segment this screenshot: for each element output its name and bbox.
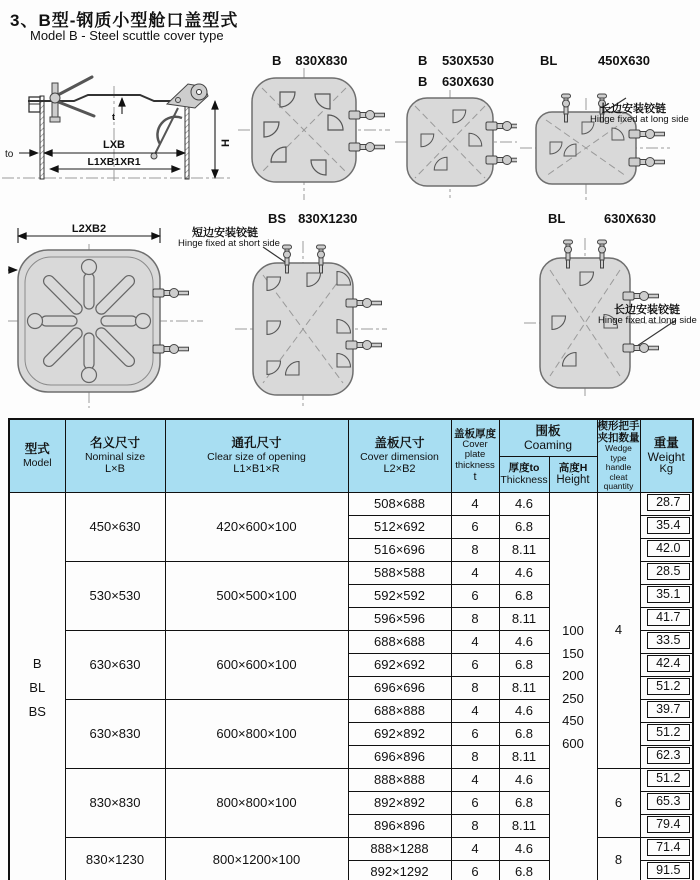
header-coaming-height: 高度H Height — [549, 456, 597, 492]
handle-mechanism — [29, 77, 94, 122]
callout-hinge-long-side-en: Hinge fixed at long side — [590, 114, 689, 125]
cover-dim-cell: 888×888 — [348, 768, 451, 791]
coaming-thickness-cell: 6.8 — [499, 653, 549, 676]
thickness-cell: 4 — [451, 699, 499, 722]
cover-drawing-b-530x530 — [395, 90, 517, 202]
weight-cell: 42.4 — [640, 653, 693, 676]
dim-lxb-label: LXB — [103, 139, 125, 151]
thickness-cell: 4 — [451, 837, 499, 860]
cover-dim-cell: 688×888 — [348, 699, 451, 722]
cover-dim-cell: 696×696 — [348, 676, 451, 699]
header-cover-dimension: 盖板尺寸 Cover dimension L2×B2 — [348, 419, 451, 492]
weight-cell: 51.2 — [640, 676, 693, 699]
label-b-530x530: B 530X530 — [418, 53, 494, 68]
header-coaming-thickness: 厚度to Thickness — [499, 456, 549, 492]
header-coaming: 围板 Coaming — [499, 419, 597, 456]
nominal-size-cell: 450×630 — [65, 492, 165, 561]
cleat-icon — [349, 143, 385, 152]
weight-cell: 39.7 — [640, 699, 693, 722]
cleat-qty-cell: 8 — [597, 837, 640, 880]
weight-cell: 79.4 — [640, 814, 693, 837]
nominal-size-cell: 830×830 — [65, 768, 165, 837]
cover-dim-cell: 588×588 — [348, 561, 451, 584]
callout-hinge-long-side2-en: Hinge fixed at long side — [598, 315, 697, 326]
thickness-cell: 6 — [451, 860, 499, 880]
cover-drawing-bs-830x1230 — [235, 233, 387, 411]
coaming-thickness-cell: 6.8 — [499, 584, 549, 607]
cover-dim-cell: 688×688 — [348, 630, 451, 653]
thickness-cell: 8 — [451, 814, 499, 837]
weight-cell: 41.7 — [640, 607, 693, 630]
cover-dim-cell: 512×692 — [348, 515, 451, 538]
page-title: 3、B型-钢质小型舱口盖型式 — [10, 11, 239, 30]
weight-cell: 62.3 — [640, 745, 693, 768]
header-weight: 重量 Weight Kg — [640, 419, 693, 492]
cleat-icon — [346, 341, 382, 350]
callout-hinge-long-side-cn: 长边安装铰链 — [600, 103, 666, 115]
thickness-cell: 4 — [451, 630, 499, 653]
label-bl-450x630: BL 450X630 — [540, 53, 650, 68]
callout-hinge-short-side-en: Hinge fixed at short side — [178, 238, 280, 249]
callout-hinge-short-side-cn: 短边安装铰链 — [192, 227, 258, 239]
coaming-height-cell: 100 150 200 250 450 600 — [549, 492, 597, 880]
cover-drawing-l2xb2 — [8, 222, 203, 412]
cleat-qty-cell: 4 — [597, 492, 640, 768]
coaming-thickness-cell: 6.8 — [499, 860, 549, 880]
coaming-thickness-cell: 6.8 — [499, 722, 549, 745]
cleat-icon — [153, 345, 189, 354]
cover-dim-cell: 596×596 — [348, 607, 451, 630]
coaming-thickness-cell: 4.6 — [499, 630, 549, 653]
nominal-size-cell: 530×530 — [65, 561, 165, 630]
coaming-thickness-cell: 8.11 — [499, 676, 549, 699]
label-b-830x830: B 830X830 — [272, 53, 348, 68]
clear-size-cell: 800×800×100 — [165, 768, 348, 837]
cover-dim-cell: 692×692 — [348, 653, 451, 676]
weight-cell: 91.5 — [640, 860, 693, 880]
cover-dim-cell: 892×1292 — [348, 860, 451, 880]
cleat-icon — [629, 130, 665, 139]
thickness-cell: 4 — [451, 768, 499, 791]
nominal-size-cell: 630×830 — [65, 699, 165, 768]
nominal-size-cell: 830×1230 — [65, 837, 165, 880]
cover-dim-cell: 696×896 — [348, 745, 451, 768]
dim-to-label: to — [5, 149, 14, 160]
weight-cell: 28.5 — [640, 561, 693, 584]
coaming-thickness-cell: 8.11 — [499, 814, 549, 837]
thickness-cell: 4 — [451, 561, 499, 584]
weight-cell: 33.5 — [640, 630, 693, 653]
weight-cell: 35.4 — [640, 515, 693, 538]
thickness-cell: 4 — [451, 492, 499, 515]
cleat-icon — [346, 299, 382, 308]
cleat-icon — [623, 344, 659, 353]
coaming-thickness-cell: 8.11 — [499, 607, 549, 630]
cleat-icon — [486, 122, 517, 131]
cleat-icon — [349, 111, 385, 120]
thickness-cell: 8 — [451, 538, 499, 561]
cleat-qty-cell: 6 — [597, 768, 640, 837]
clear-size-cell: 420×600×100 — [165, 492, 348, 561]
coaming-thickness-cell: 6.8 — [499, 515, 549, 538]
weight-cell: 51.2 — [640, 722, 693, 745]
thickness-cell: 8 — [451, 607, 499, 630]
clear-size-cell: 800×1200×100 — [165, 837, 348, 880]
weight-cell: 28.7 — [640, 492, 693, 515]
dim-h-label: H — [220, 139, 232, 147]
coaming-thickness-cell: 8.11 — [499, 538, 549, 561]
cover-dim-cell: 896×896 — [348, 814, 451, 837]
cover-dim-cell: 892×892 — [348, 791, 451, 814]
coaming-thickness-cell: 4.6 — [499, 492, 549, 515]
right-coaming-wall — [185, 102, 189, 179]
thickness-cell: 6 — [451, 515, 499, 538]
label-bs-830x1230: BS 830X1230 — [268, 211, 358, 226]
clear-size-cell: 600×800×100 — [165, 699, 348, 768]
thickness-cell: 6 — [451, 791, 499, 814]
nominal-size-cell: 630×630 — [65, 630, 165, 699]
thickness-cell: 6 — [451, 722, 499, 745]
header-plate-thickness: 盖板厚度 Cover plate thickness t — [451, 419, 499, 492]
thickness-cell: 6 — [451, 653, 499, 676]
thickness-cell: 8 — [451, 745, 499, 768]
thickness-cell: 8 — [451, 676, 499, 699]
model-cell: B BL BS — [9, 492, 65, 880]
weight-cell: 71.4 — [640, 837, 693, 860]
cover-dim-cell: 516×696 — [348, 538, 451, 561]
cleat-icon — [623, 292, 659, 301]
coaming-thickness-cell: 4.6 — [499, 561, 549, 584]
clear-size-cell: 600×600×100 — [165, 630, 348, 699]
header-nominal-size: 名义尺寸 Nominal size L×B — [65, 419, 165, 492]
dim-t-label: t — [112, 112, 115, 122]
page-subtitle: Model B - Steel scuttle cover type — [30, 28, 224, 43]
coaming-thickness-cell: 4.6 — [499, 837, 549, 860]
side-view-drawing — [2, 56, 232, 206]
header-model: 型式 Model — [9, 419, 65, 492]
coaming-thickness-cell: 4.6 — [499, 768, 549, 791]
header-clear-size: 通孔尺寸 Clear size of opening L1×B1×R — [165, 419, 348, 492]
cover-drawing-b-830x830 — [238, 68, 390, 208]
cover-dim-cell: 692×892 — [348, 722, 451, 745]
cleat-icon — [486, 156, 517, 165]
callout-leader — [263, 247, 285, 262]
coaming-thickness-cell: 4.6 — [499, 699, 549, 722]
header-cleat-quantity: 楔形把手夹扣数量 Wedge type handle cleat quantity — [597, 420, 640, 491]
clear-size-cell: 500×500×100 — [165, 561, 348, 630]
cover-dim-cell: 888×1288 — [348, 837, 451, 860]
cleat-icon — [153, 289, 189, 298]
label-b-630x630: B 630X630 — [418, 74, 494, 89]
cleat-icon — [629, 158, 665, 167]
callout-hinge-long-side2-cn: 长边安装铰链 — [614, 304, 680, 316]
table-row — [9, 492, 693, 515]
hinge-mechanism — [151, 84, 208, 159]
weight-cell: 51.2 — [640, 768, 693, 791]
spec-table — [8, 418, 694, 880]
cover-dim-cell: 508×688 — [348, 492, 451, 515]
label-bl-630x630: BL 630X630 — [548, 211, 656, 226]
coaming-thickness-cell: 8.11 — [499, 745, 549, 768]
dim-l1b1r1-label: L1XB1XR1 — [87, 156, 141, 168]
weight-cell: 65.3 — [640, 791, 693, 814]
weight-cell: 35.1 — [640, 584, 693, 607]
weight-cell: 42.0 — [640, 538, 693, 561]
cover-dim-cell: 592×592 — [348, 584, 451, 607]
dim-l2xb2-label: L2XB2 — [71, 223, 107, 235]
thickness-cell: 6 — [451, 584, 499, 607]
coaming-thickness-cell: 6.8 — [499, 791, 549, 814]
